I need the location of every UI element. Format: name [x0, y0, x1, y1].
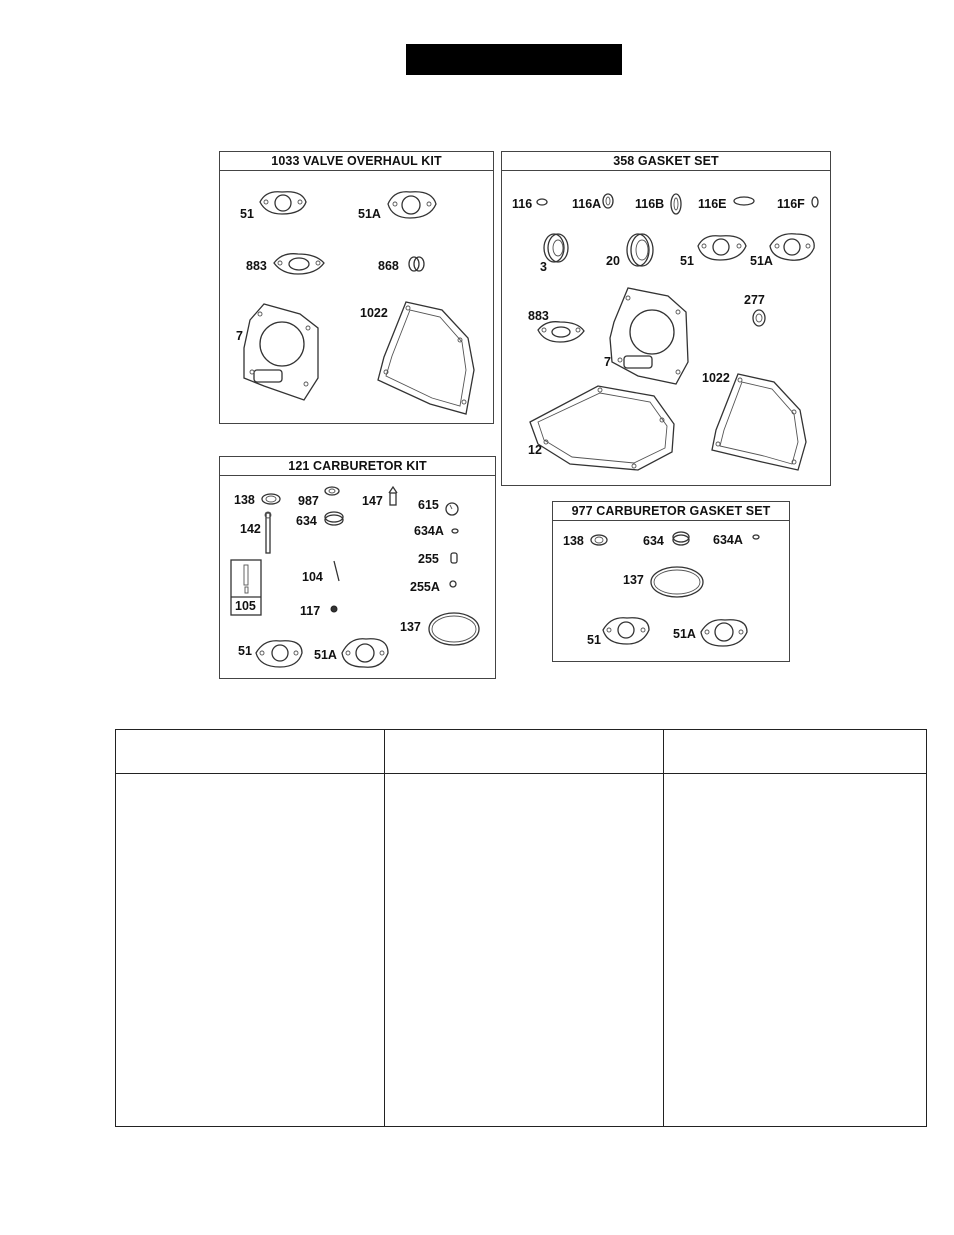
seal-116b-icon [671, 194, 681, 214]
part-label-105: 105 [235, 599, 256, 613]
pin-104-icon [334, 561, 339, 581]
part-label-987: 987 [298, 494, 319, 508]
part-label-51: 51 [240, 207, 254, 221]
part-label-51a-carb-gasket: 51A [673, 627, 696, 641]
intake-gasket-51-icon [260, 192, 306, 214]
table-header-row [116, 730, 927, 774]
o-ring-137-icon [429, 613, 479, 645]
cylinder-head-gasket-7-icon [244, 304, 318, 400]
intake-gasket-51a-icon [701, 620, 747, 646]
part-label-883: 883 [246, 259, 267, 273]
gasket-883-icon [274, 254, 324, 274]
seal-634a-icon [452, 529, 458, 533]
seal-634a-icon [753, 535, 759, 539]
carburetor-gasket-set-panel [552, 501, 790, 662]
part-label-277: 277 [744, 293, 765, 307]
part-label-117: 117 [300, 604, 321, 618]
parts-table [115, 729, 927, 1127]
carburetor-gasket-set-diagram [553, 502, 789, 661]
o-ring-116e-icon [734, 197, 754, 205]
part-label-116a: 116A [572, 197, 602, 211]
intake-gasket-51a-icon [388, 192, 436, 218]
part-label-883-gasket-set: 883 [528, 309, 549, 323]
gasket-set-title: 358 GASKET SET [502, 152, 830, 171]
valve-overhaul-kit-panel [219, 151, 494, 424]
washer-277-icon [753, 310, 765, 326]
needle-142-icon [265, 512, 271, 553]
gasket-116-icon [537, 199, 547, 205]
part-label-255a: 255A [410, 580, 440, 594]
part-label-7: 7 [236, 329, 243, 343]
valve-overhaul-kit-title: 1033 VALVE OVERHAUL KIT [220, 152, 493, 171]
needle-valve-105-icon [244, 565, 248, 593]
part-label-1022: 1022 [360, 306, 388, 320]
gasket-883-icon [538, 322, 584, 342]
part-label-51-carb-gasket: 51 [587, 633, 601, 647]
seal-987-icon [325, 487, 339, 495]
part-label-634: 634 [296, 514, 317, 528]
part-label-116: 116 [512, 197, 533, 211]
gasket-set-diagram [502, 152, 830, 485]
carburetor-gasket-set-title: 977 CARBURETOR GASKET SET [553, 502, 789, 521]
table-row [116, 774, 927, 1127]
part-label-51a-gasket-set: 51A [750, 254, 773, 268]
intake-gasket-51a-icon [342, 639, 388, 667]
part-label-51-gasket-set: 51 [680, 254, 694, 268]
carburetor-kit-title: 121 CARBURETOR KIT [220, 457, 495, 476]
table-cell [664, 774, 927, 1127]
part-label-3: 3 [540, 260, 547, 274]
part-label-104: 104 [302, 570, 323, 584]
part-label-138: 138 [234, 493, 255, 507]
table-header-cell [116, 730, 385, 774]
part-label-634a-carb-gasket: 634A [713, 533, 743, 547]
part-label-142: 142 [240, 522, 261, 536]
part-label-7-gasket-set: 7 [604, 355, 611, 369]
oil-seal-3-icon [544, 234, 568, 262]
part-255a-icon [450, 581, 456, 587]
part-label-51a: 51A [358, 207, 381, 221]
valve-seal-868-icon [409, 257, 424, 271]
seal-634-icon [325, 512, 343, 525]
part-label-51-carb-kit: 51 [238, 644, 252, 658]
rocker-cover-gasket-1022-icon [378, 302, 474, 414]
part-label-634a: 634A [414, 524, 444, 538]
title-bar [406, 44, 622, 75]
part-label-1022-gasket-set: 1022 [702, 371, 730, 385]
part-label-116e: 116E [698, 197, 727, 211]
part-label-51a-carb-kit: 51A [314, 648, 337, 662]
fitting-147-icon [389, 487, 397, 505]
intake-gasket-51-icon [256, 641, 302, 667]
part-label-137: 137 [400, 620, 421, 634]
part-label-255: 255 [418, 552, 439, 566]
intake-gasket-51a-icon [770, 234, 814, 261]
table-cell [116, 774, 385, 1127]
cylinder-head-gasket-7-icon [610, 288, 688, 384]
intake-gasket-51-icon [603, 618, 649, 644]
oil-seal-20-icon [627, 234, 653, 266]
part-label-116f: 116F [777, 197, 805, 211]
carburetor-kit-panel [219, 456, 496, 679]
part-label-634-carb-gasket: 634 [643, 534, 664, 548]
o-ring-137-icon [651, 567, 703, 597]
part-label-868: 868 [378, 259, 399, 273]
seal-116a-icon [603, 194, 613, 208]
gasket-138-icon [591, 535, 607, 545]
intake-gasket-51-icon [698, 236, 746, 260]
part-255-icon [451, 553, 457, 563]
seal-634-icon [673, 532, 689, 545]
rocker-cover-gasket-1022-icon [712, 374, 806, 470]
part-label-116b: 116B [635, 197, 665, 211]
part-label-615: 615 [418, 498, 439, 512]
seal-116f-icon [812, 197, 818, 207]
gasket-set-panel [501, 151, 831, 486]
table-header-cell [385, 730, 664, 774]
gauge-615-icon [446, 503, 458, 515]
part-label-138-carb-gasket: 138 [563, 534, 584, 548]
carburetor-kit-diagram [220, 457, 495, 678]
part-label-12: 12 [528, 443, 542, 457]
part-label-137-carb-gasket: 137 [623, 573, 644, 587]
table-header-cell [664, 730, 927, 774]
valve-overhaul-kit-diagram [220, 152, 493, 423]
part-117-icon [331, 606, 337, 612]
table-cell [385, 774, 664, 1127]
part-label-20: 20 [606, 254, 620, 268]
crankcase-gasket-12-icon [530, 386, 674, 470]
gasket-138-icon [262, 494, 280, 504]
part-label-147: 147 [362, 494, 383, 508]
